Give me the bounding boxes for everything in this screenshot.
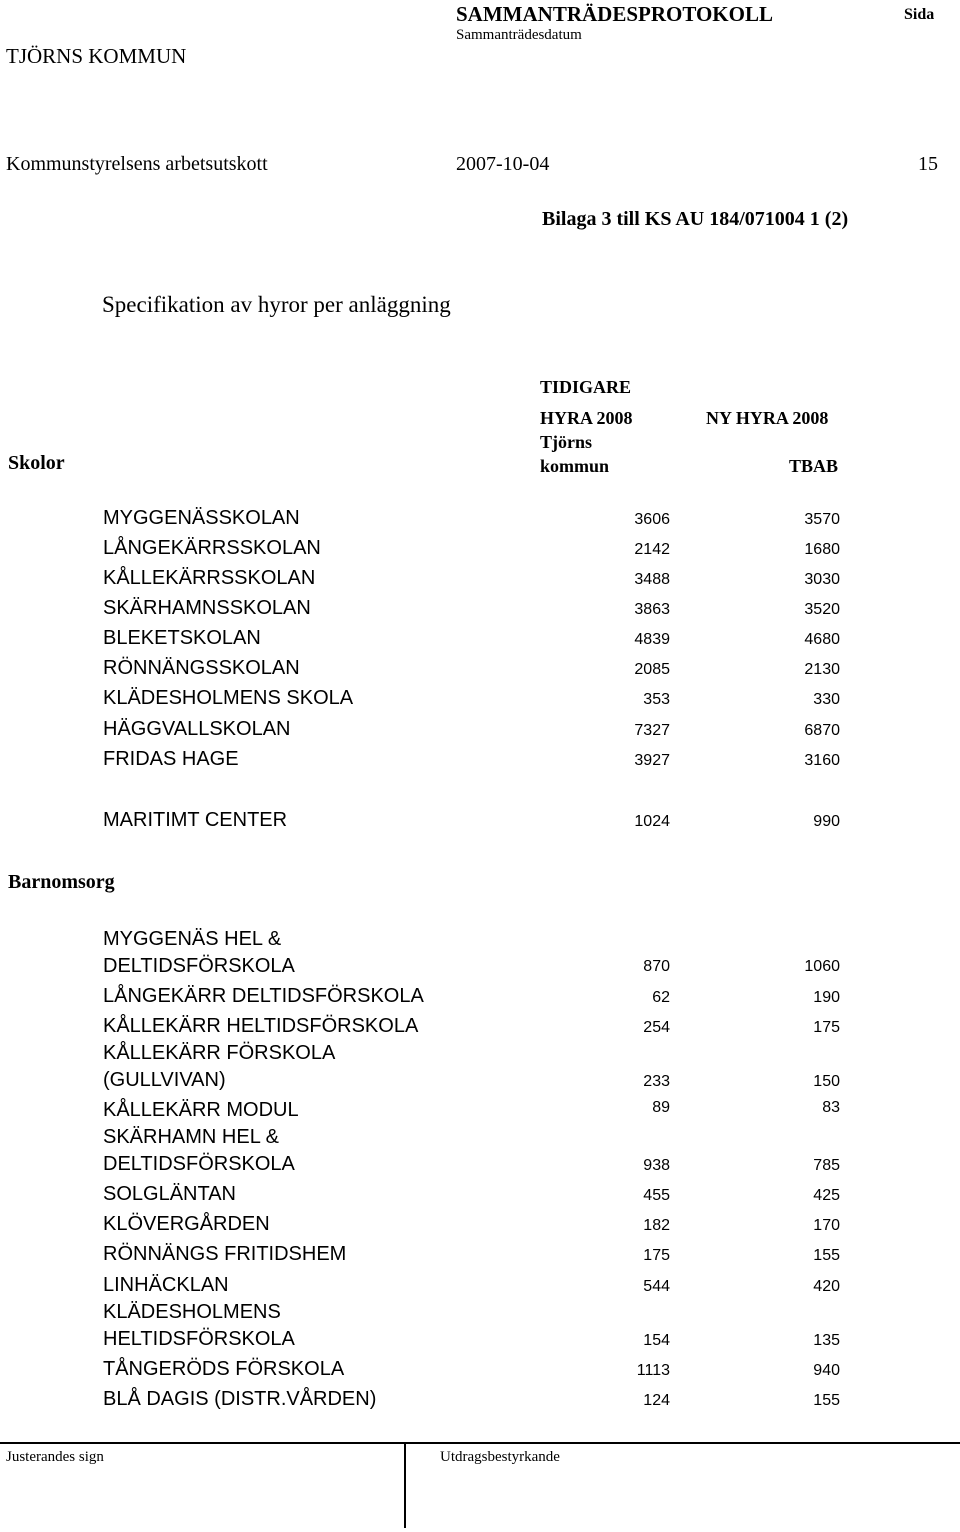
previous-rent: 938 — [643, 1157, 670, 1174]
col-previous-line1: TIDIGARE — [540, 377, 632, 397]
previous-rent: 3488 — [634, 571, 670, 588]
new-rent: 330 — [813, 691, 840, 708]
page-number: 15 — [918, 153, 938, 175]
new-rent: 3570 — [804, 511, 840, 528]
new-rent: 3030 — [804, 571, 840, 588]
previous-rent: 353 — [643, 691, 670, 708]
facility-name-line2: (GULLVIVAN) — [103, 1069, 226, 1091]
facility-name-line2: HELTIDSFÖRSKOLA — [103, 1328, 295, 1350]
facility-name-line1: MYGGENÄS HEL & — [103, 928, 282, 950]
adjuster-signature-label: Justerandes sign — [6, 1449, 104, 1465]
previous-rent: 62 — [652, 989, 670, 1006]
facility-name: KLÄDESHOLMENS SKOLA — [103, 687, 354, 709]
new-rent: 425 — [813, 1187, 840, 1204]
previous-rent: 154 — [643, 1332, 670, 1349]
facility-name-line1: KÅLLEKÄRR MODUL — [103, 1099, 299, 1121]
previous-rent: 254 — [643, 1019, 670, 1036]
facility-name-line1: LINHÄCKLAN — [103, 1274, 229, 1296]
facility-name-line1: KÅLLEKÄRR HELTIDSFÖRSKOLA — [103, 1015, 419, 1037]
new-rent: 3160 — [804, 752, 840, 769]
new-rent: 2130 — [804, 661, 840, 678]
new-rent: 135 — [813, 1332, 840, 1349]
new-rent: 83 — [822, 1099, 840, 1116]
facility-name: KÅLLEKÄRRSSKOLAN — [103, 567, 316, 589]
meeting-date: 2007-10-04 — [456, 153, 550, 175]
previous-rent: 455 — [643, 1187, 670, 1204]
new-rent: 6870 — [804, 722, 840, 739]
facility-name-line1: LÅNGEKÄRR DELTIDSFÖRSKOLA — [103, 985, 424, 1007]
committee-name: Kommunstyrelsens arbetsutskott — [6, 153, 268, 175]
facility-name: HÄGGVALLSKOLAN — [103, 718, 291, 740]
facility-name: BLEKETSKOLAN — [103, 627, 261, 649]
previous-rent: 89 — [652, 1099, 670, 1116]
facility-name: RÖNNÄNGSSKOLAN — [103, 657, 300, 679]
facility-name-line2: DELTIDSFÖRSKOLA — [103, 1153, 295, 1175]
new-rent: 785 — [813, 1157, 840, 1174]
attachment-reference: Bilaga 3 till KS AU 184/071004 1 (2) — [542, 208, 849, 230]
extract-certification-label: Utdragsbestyrkande — [440, 1449, 560, 1465]
col-new-line1: NY HYRA 2008 — [706, 408, 829, 428]
new-rent: 4680 — [804, 631, 840, 648]
col-previous-line4: kommun — [540, 456, 610, 476]
new-rent: 155 — [813, 1392, 840, 1409]
page-label: Sida — [904, 6, 935, 23]
previous-rent: 1113 — [636, 1362, 670, 1379]
page-heading: Specifikation av hyror per anläggning — [102, 292, 451, 317]
facility-name: MARITIMT CENTER — [103, 809, 288, 831]
new-rent: 420 — [813, 1278, 840, 1295]
facility-name: FRIDAS HAGE — [103, 748, 239, 770]
previous-rent: 870 — [643, 958, 670, 975]
facility-name-line1: KÅLLEKÄRR FÖRSKOLA — [103, 1042, 336, 1064]
facility-name: LÅNGEKÄRRSSKOLAN — [103, 537, 321, 559]
facility-name: SKÄRHAMNSSKOLAN — [103, 597, 311, 619]
new-rent: 150 — [813, 1073, 840, 1090]
col-new-line2: TBAB — [789, 456, 839, 476]
previous-rent: 2085 — [634, 661, 670, 678]
facility-name-line1: SOLGLÄNTAN — [103, 1183, 236, 1205]
col-previous-line2: HYRA 2008 — [540, 408, 633, 428]
facility-name-line1: KLÄDESHOLMENS — [103, 1301, 281, 1323]
meeting-date-label: Sammanträdesdatum — [456, 27, 582, 43]
new-rent: 940 — [813, 1362, 840, 1379]
facility-name-line1: BLÅ DAGIS (DISTR.VÅRDEN) — [103, 1388, 377, 1410]
new-rent: 990 — [813, 813, 840, 830]
previous-rent: 3927 — [634, 752, 670, 769]
previous-rent: 3606 — [634, 511, 670, 528]
previous-rent: 2142 — [634, 541, 670, 558]
previous-rent: 175 — [643, 1247, 670, 1264]
facility-name-line1: SKÄRHAMN HEL & — [103, 1126, 279, 1148]
previous-rent: 3863 — [634, 601, 670, 618]
municipality-name: TJÖRNS KOMMUN — [6, 44, 187, 68]
facility-name: MYGGENÄSSKOLAN — [103, 507, 300, 529]
previous-rent: 1024 — [634, 813, 670, 830]
previous-rent: 544 — [643, 1278, 670, 1295]
new-rent: 175 — [813, 1019, 840, 1036]
section-label-barnomsorg: Barnomsorg — [8, 871, 115, 893]
previous-rent: 7327 — [634, 722, 670, 739]
new-rent: 190 — [813, 989, 840, 1006]
footer-divider — [0, 1442, 960, 1444]
col-previous-line3: Tjörns — [540, 432, 593, 452]
facility-name-line1: RÖNNÄNGS FRITIDSHEM — [103, 1243, 347, 1265]
new-rent: 155 — [813, 1247, 840, 1264]
new-rent: 3520 — [804, 601, 840, 618]
footer-column-divider — [404, 1442, 406, 1528]
document-title: SAMMANTRÄDESPROTOKOLL — [456, 2, 773, 26]
section-label-skolor: Skolor — [8, 452, 65, 474]
facility-name-line2: DELTIDSFÖRSKOLA — [103, 955, 295, 977]
previous-rent: 124 — [643, 1392, 670, 1409]
previous-rent: 4839 — [634, 631, 670, 648]
new-rent: 1060 — [804, 958, 840, 975]
facility-name-line1: KLÖVERGÅRDEN — [103, 1213, 270, 1235]
previous-rent: 182 — [643, 1217, 670, 1234]
facility-name-line1: TÅNGERÖDS FÖRSKOLA — [103, 1358, 345, 1380]
new-rent: 170 — [813, 1217, 840, 1234]
previous-rent: 233 — [643, 1073, 670, 1090]
new-rent: 1680 — [804, 541, 840, 558]
